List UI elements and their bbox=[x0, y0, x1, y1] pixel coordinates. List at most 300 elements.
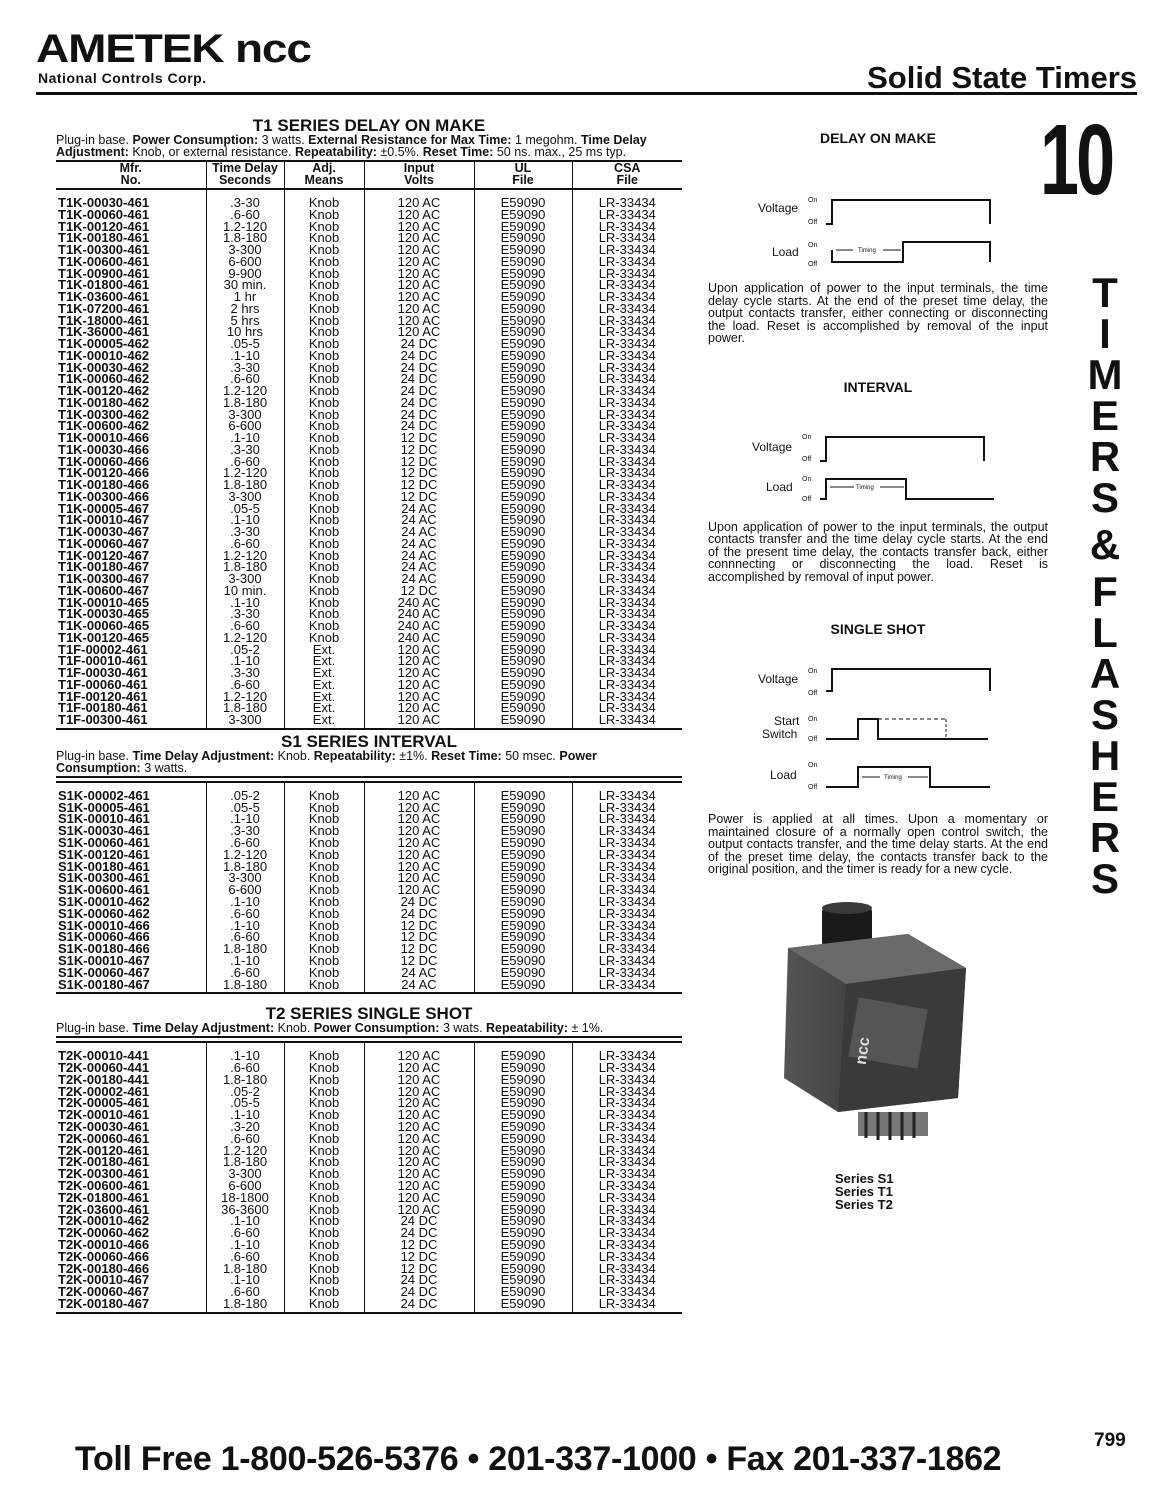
table-row bbox=[56, 702, 682, 714]
header-csa-file: CSA File bbox=[572, 161, 682, 189]
table-cell: E59090 bbox=[474, 467, 572, 479]
table-cell: 12 DC bbox=[364, 456, 474, 468]
table-cell: .6-60 bbox=[206, 931, 284, 943]
table-row bbox=[56, 1263, 682, 1275]
s1-description: Plug-in base. Time Delay Adjustment: Knob. Repeatability: ±1%. Reset Time: 50 msec. Power Consumption: 3 watts. bbox=[56, 748, 597, 775]
table-cell: T1F-00030-461 bbox=[58, 665, 148, 680]
table-cell: 120 AC bbox=[364, 1204, 474, 1216]
table-cell: .3-30 bbox=[206, 362, 284, 374]
table-cell: 120 AC bbox=[364, 1145, 474, 1157]
table-cell: LR-33434 bbox=[572, 221, 682, 233]
table-row bbox=[56, 632, 682, 644]
table-cell: 10 hrs bbox=[206, 326, 284, 338]
table-cell: 24 DC bbox=[364, 908, 474, 920]
table-cell: E59090 bbox=[474, 920, 572, 932]
svg-text:On: On bbox=[808, 716, 818, 723]
table-cell: LR-33434 bbox=[572, 1145, 682, 1157]
table-cell: 24 DC bbox=[364, 338, 474, 350]
table-cell: 10 min. bbox=[206, 585, 284, 597]
table-cell: Knob bbox=[284, 1133, 364, 1145]
table-cell: LR-33434 bbox=[572, 538, 682, 550]
table-cell: T1K-00060-461 bbox=[58, 206, 150, 222]
table-cell: T1K-00030-461 bbox=[58, 195, 150, 210]
table-cell: 120 AC bbox=[364, 802, 474, 814]
svg-text:Off: Off bbox=[808, 261, 818, 268]
table-cell: E59090 bbox=[474, 908, 572, 920]
table-cell: .05-5 bbox=[206, 802, 284, 814]
table-row bbox=[56, 955, 682, 967]
table-cell: .1-10 bbox=[206, 896, 284, 908]
table-cell: LR-33434 bbox=[572, 861, 682, 873]
table-cell: Knob bbox=[284, 467, 364, 479]
delay-on-make-diagram bbox=[708, 152, 1048, 268]
table-row bbox=[56, 268, 682, 280]
table-cell: Knob bbox=[284, 1042, 364, 1062]
table-cell: T1K-00600-462 bbox=[58, 418, 150, 434]
table-cell: T2K-00120-461 bbox=[58, 1142, 150, 1158]
table-cell: .1-10 bbox=[206, 432, 284, 444]
ametek-logo: AMETEK ncc bbox=[36, 27, 311, 71]
table-cell: LR-33434 bbox=[572, 467, 682, 479]
table-cell: T1F-00010-461 bbox=[58, 653, 148, 669]
timer-product-photo bbox=[708, 898, 1048, 1148]
table-cell: T2K-00300-461 bbox=[58, 1166, 150, 1182]
table-cell: E59090 bbox=[474, 782, 572, 802]
table-row bbox=[56, 967, 682, 979]
table-cell: 1.8-180 bbox=[206, 702, 284, 714]
table-cell: 120 AC bbox=[364, 1180, 474, 1192]
table-cell: E59090 bbox=[474, 813, 572, 825]
table-row bbox=[56, 691, 682, 703]
table-cell: T1K-00120-461 bbox=[58, 218, 150, 234]
table-cell: 24 DC bbox=[364, 409, 474, 421]
table-cell: Knob bbox=[284, 1204, 364, 1216]
table-cell: LR-33434 bbox=[572, 931, 682, 943]
table-cell: 12 DC bbox=[364, 943, 474, 955]
table-cell: .3-30 bbox=[206, 189, 284, 209]
table-cell: E59090 bbox=[474, 1074, 572, 1086]
table-cell: Knob bbox=[284, 1274, 364, 1286]
table-cell: LR-33434 bbox=[572, 1274, 682, 1286]
table-cell: E59090 bbox=[474, 420, 572, 432]
table-cell: 1.8-180 bbox=[206, 1263, 284, 1275]
table-cell: LR-33434 bbox=[572, 268, 682, 280]
contact-footer: Toll Free 1-800-526-5376 • 201-337-1000 • Fax 201-337-1862 bbox=[75, 1440, 1002, 1478]
table-cell: LR-33434 bbox=[572, 702, 682, 714]
table-cell: Knob bbox=[284, 597, 364, 609]
table-cell: Knob bbox=[284, 279, 364, 291]
table-cell: Knob bbox=[284, 189, 364, 209]
table-cell: E59090 bbox=[474, 561, 572, 573]
s1-table-body bbox=[56, 782, 682, 994]
table-cell: 1.8-180 bbox=[206, 861, 284, 873]
table-cell: Knob bbox=[284, 432, 364, 444]
table-row bbox=[56, 385, 682, 397]
table-cell: Knob bbox=[284, 221, 364, 233]
table-cell: LR-33434 bbox=[572, 837, 682, 849]
table-cell: E59090 bbox=[474, 1274, 572, 1286]
table-cell: LR-33434 bbox=[572, 813, 682, 825]
table-cell: 240 AC bbox=[364, 597, 474, 609]
table-row bbox=[56, 1204, 682, 1216]
table-cell: E59090 bbox=[474, 1062, 572, 1074]
table-cell: T2K-03600-461 bbox=[58, 1201, 150, 1217]
table-row bbox=[56, 1062, 682, 1074]
table-cell: Knob bbox=[284, 861, 364, 873]
table-cell: T1K-00900-461 bbox=[58, 265, 150, 281]
table-cell: 1.2-120 bbox=[206, 221, 284, 233]
table-cell: E59090 bbox=[474, 1109, 572, 1121]
table-cell: Knob bbox=[284, 849, 364, 861]
table-cell: 120 AC bbox=[364, 884, 474, 896]
table-row bbox=[56, 1286, 682, 1298]
table-cell: S1K-00030-461 bbox=[58, 823, 150, 839]
table-cell: E59090 bbox=[474, 1286, 572, 1298]
table-cell: .05-5 bbox=[206, 338, 284, 350]
load-label: Load bbox=[772, 245, 799, 259]
table-cell: E59090 bbox=[474, 837, 572, 849]
table-cell: T1K-00060-465 bbox=[58, 618, 150, 633]
table-cell: T1K-00300-467 bbox=[58, 571, 150, 586]
table-cell: LR-33434 bbox=[572, 1251, 682, 1263]
table-cell: LR-33434 bbox=[572, 373, 682, 385]
svg-text:Voltage: Voltage bbox=[758, 672, 799, 686]
table-cell: .1-10 bbox=[206, 920, 284, 932]
table-row bbox=[56, 920, 682, 932]
header-mfr-no: Mfr. No. bbox=[56, 161, 206, 189]
table-cell: Knob bbox=[284, 608, 364, 620]
table-cell: T2K-00600-461 bbox=[58, 1178, 150, 1194]
table-cell: Knob bbox=[284, 232, 364, 244]
table-row bbox=[56, 1133, 682, 1145]
table-cell: Knob bbox=[284, 1251, 364, 1263]
table-cell: Knob bbox=[284, 1286, 364, 1298]
table-cell: LR-33434 bbox=[572, 561, 682, 573]
table-cell: 120 AC bbox=[364, 209, 474, 221]
table-cell: S1K-00010-462 bbox=[58, 893, 150, 909]
single-shot-text: Power is applied at all times. Upon a momentary or maintained closure of a normally open control switch, the output contacts transfer, and the time delay starts. At the end of the preset time delay, the contacts transfer back to the original position, and the timer is ready for a new cycle. bbox=[708, 812, 1048, 876]
table-cell: 120 AC bbox=[364, 825, 474, 837]
table-cell: E59090 bbox=[474, 802, 572, 814]
table-cell: 120 AC bbox=[364, 268, 474, 280]
table-row bbox=[56, 1074, 682, 1086]
table-cell: 1.8-180 bbox=[206, 479, 284, 491]
table-cell: 120 AC bbox=[364, 702, 474, 714]
single-shot-diagram bbox=[708, 643, 1048, 803]
table-row bbox=[56, 655, 682, 667]
table-row bbox=[56, 1042, 682, 1062]
table-cell: E59090 bbox=[474, 268, 572, 280]
svg-text:Switch: Switch bbox=[762, 727, 798, 741]
table-cell: Knob bbox=[284, 1227, 364, 1239]
table-row bbox=[56, 1145, 682, 1157]
table-cell: LR-33434 bbox=[572, 291, 682, 303]
table-cell: T2K-00010-466 bbox=[58, 1237, 150, 1253]
table-cell: T1K-00180-467 bbox=[58, 559, 150, 575]
table-cell: T1K-00060-467 bbox=[58, 535, 150, 551]
table-row bbox=[56, 1227, 682, 1239]
table-cell: 120 AC bbox=[364, 1086, 474, 1098]
table-cell: T1K-00120-462 bbox=[58, 383, 150, 398]
table-cell: T1K-01800-461 bbox=[58, 277, 150, 293]
table-cell: LR-33434 bbox=[572, 849, 682, 861]
table-row bbox=[56, 597, 682, 609]
table-cell: E59090 bbox=[474, 825, 572, 837]
table-cell: 1.8-180 bbox=[206, 397, 284, 409]
table-cell: 120 AC bbox=[364, 232, 474, 244]
table-cell: 24 DC bbox=[364, 1215, 474, 1227]
table-cell: LR-33434 bbox=[572, 573, 682, 585]
table-cell: 120 AC bbox=[364, 291, 474, 303]
table-cell: E59090 bbox=[474, 221, 572, 233]
table-cell: 120 AC bbox=[364, 849, 474, 861]
svg-text:On: On bbox=[808, 197, 818, 204]
table-cell: LR-33434 bbox=[572, 550, 682, 562]
table-cell: E59090 bbox=[474, 667, 572, 679]
table-cell: 120 AC bbox=[364, 244, 474, 256]
interval-diagram bbox=[708, 401, 1048, 501]
table-cell: Knob bbox=[284, 825, 364, 837]
table-row bbox=[56, 679, 682, 691]
table-cell: Knob bbox=[284, 1156, 364, 1168]
table-cell: 1.8-180 bbox=[206, 232, 284, 244]
table-cell: Knob bbox=[284, 479, 364, 491]
table-cell: 120 AC bbox=[364, 221, 474, 233]
table-row bbox=[56, 397, 682, 409]
table-cell: T1K-00600-461 bbox=[58, 253, 150, 269]
table-cell: T2K-00005-461 bbox=[58, 1095, 150, 1111]
svg-text:Load: Load bbox=[766, 479, 793, 494]
table-row bbox=[56, 444, 682, 456]
table-row bbox=[56, 456, 682, 468]
table-cell: Knob bbox=[284, 620, 364, 632]
table-cell: 12 DC bbox=[364, 920, 474, 932]
table-cell: T1K-07200-461 bbox=[58, 300, 150, 316]
table-cell: T1K-00300-461 bbox=[58, 242, 150, 257]
table-cell: T2K-00060-467 bbox=[58, 1284, 150, 1300]
table-cell: T1K-00120-465 bbox=[58, 629, 150, 645]
table-cell: T1K-00030-467 bbox=[58, 524, 150, 539]
table-cell: T1K-00300-466 bbox=[58, 488, 150, 504]
table-cell: E59090 bbox=[474, 444, 572, 456]
table-cell: 6-600 bbox=[206, 1180, 284, 1192]
table-cell: .3-30 bbox=[206, 825, 284, 837]
table-cell: Knob bbox=[284, 456, 364, 468]
table-cell: T2K-00060-462 bbox=[58, 1225, 150, 1241]
table-cell: S1K-00180-467 bbox=[58, 976, 150, 992]
table-cell: .3-30 bbox=[206, 608, 284, 620]
table-cell: LR-33434 bbox=[572, 632, 682, 644]
table-cell: LR-33434 bbox=[572, 802, 682, 814]
table-cell: Knob bbox=[284, 350, 364, 362]
table-row bbox=[56, 1121, 682, 1133]
table-cell: .6-60 bbox=[206, 456, 284, 468]
table-cell: 12 DC bbox=[364, 931, 474, 943]
table-cell: 24 DC bbox=[364, 896, 474, 908]
table-cell: LR-33434 bbox=[572, 350, 682, 362]
table-row bbox=[56, 538, 682, 550]
table-cell: 30 min. bbox=[206, 279, 284, 291]
table-cell: E59090 bbox=[474, 279, 572, 291]
table-cell: 120 AC bbox=[364, 837, 474, 849]
table-cell: E59090 bbox=[474, 456, 572, 468]
table-cell: E59090 bbox=[474, 232, 572, 244]
table-cell: .6-60 bbox=[206, 1227, 284, 1239]
svg-text:On: On bbox=[808, 668, 818, 675]
table-cell: T1K-00060-462 bbox=[58, 371, 150, 387]
table-cell: 6-600 bbox=[206, 884, 284, 896]
table-row bbox=[56, 373, 682, 385]
table-cell: 120 AC bbox=[364, 644, 474, 656]
table-cell: LR-33434 bbox=[572, 209, 682, 221]
table-row bbox=[56, 667, 682, 679]
table-cell: 24 DC bbox=[364, 373, 474, 385]
table-cell: E59090 bbox=[474, 608, 572, 620]
table-row bbox=[56, 884, 682, 896]
table-cell: 120 AC bbox=[364, 256, 474, 268]
table-cell: Knob bbox=[284, 585, 364, 597]
table-row bbox=[56, 409, 682, 421]
table-cell: Knob bbox=[284, 967, 364, 979]
table-cell: T1K-00010-465 bbox=[58, 594, 150, 610]
table-cell: Knob bbox=[284, 955, 364, 967]
table-cell: 240 AC bbox=[364, 608, 474, 620]
section-number: 10 bbox=[1040, 104, 1113, 216]
table-cell: T2K-00180-441 bbox=[58, 1071, 150, 1087]
table-cell: E59090 bbox=[474, 244, 572, 256]
table-cell: Knob bbox=[284, 632, 364, 644]
table-cell: LR-33434 bbox=[572, 232, 682, 244]
table-cell: 1.8-180 bbox=[206, 1298, 284, 1313]
table-cell: 24 AC bbox=[364, 526, 474, 538]
table-cell: LR-33434 bbox=[572, 1121, 682, 1133]
table-cell: 12 DC bbox=[364, 467, 474, 479]
table-cell: E59090 bbox=[474, 1251, 572, 1263]
table-cell: 120 AC bbox=[364, 189, 474, 209]
table-cell: S1K-00060-466 bbox=[58, 929, 150, 945]
table-row bbox=[56, 303, 682, 315]
table-row bbox=[56, 338, 682, 350]
table-cell: LR-33434 bbox=[572, 1263, 682, 1275]
table-cell: S1K-00010-466 bbox=[58, 917, 150, 933]
table-cell: 24 AC bbox=[364, 573, 474, 585]
table-cell: 120 AC bbox=[364, 315, 474, 327]
table-cell: E59090 bbox=[474, 872, 572, 884]
table-cell: Knob bbox=[284, 514, 364, 526]
table-cell: Knob bbox=[284, 1168, 364, 1180]
table-cell: Knob bbox=[284, 931, 364, 943]
table-cell: Knob bbox=[284, 503, 364, 515]
delay-on-make-title: DELAY ON MAKE bbox=[820, 130, 936, 146]
table-cell: E59090 bbox=[474, 1121, 572, 1133]
table-cell: 3-300 bbox=[206, 1168, 284, 1180]
table-cell: .6-60 bbox=[206, 679, 284, 691]
table-row bbox=[56, 1215, 682, 1227]
table-row bbox=[56, 620, 682, 632]
table-cell: LR-33434 bbox=[572, 1086, 682, 1098]
table-cell: .1-10 bbox=[206, 514, 284, 526]
table-cell: 120 AC bbox=[364, 326, 474, 338]
table-cell: E59090 bbox=[474, 620, 572, 632]
table-cell: LR-33434 bbox=[572, 585, 682, 597]
table-cell: Knob bbox=[284, 303, 364, 315]
s1-table bbox=[56, 776, 682, 995]
table-cell: .1-10 bbox=[206, 350, 284, 362]
table-row bbox=[56, 561, 682, 573]
table-cell: 24 DC bbox=[364, 1227, 474, 1239]
table-cell: T2K-01800-461 bbox=[58, 1189, 150, 1205]
table-cell: LR-33434 bbox=[572, 362, 682, 374]
table-cell: LR-33434 bbox=[572, 189, 682, 209]
table-cell: LR-33434 bbox=[572, 456, 682, 468]
t2-table-body bbox=[56, 1042, 682, 1313]
table-cell: S1K-00060-462 bbox=[58, 905, 150, 921]
table-cell: .6-60 bbox=[206, 538, 284, 550]
table-cell: .05-2 bbox=[206, 782, 284, 802]
table-cell: 1 hr bbox=[206, 291, 284, 303]
table-cell: Knob bbox=[284, 1097, 364, 1109]
table-row bbox=[56, 503, 682, 515]
table-row bbox=[56, 221, 682, 233]
table-row bbox=[56, 872, 682, 884]
table-cell: Knob bbox=[284, 1180, 364, 1192]
table-cell: 24 DC bbox=[364, 397, 474, 409]
table-row bbox=[56, 813, 682, 825]
table-cell: T1K-00030-462 bbox=[58, 359, 150, 375]
table-cell: T1K-36000-461 bbox=[58, 324, 150, 340]
table-cell: Knob bbox=[284, 573, 364, 585]
table-cell: E59090 bbox=[474, 1192, 572, 1204]
table-row bbox=[56, 979, 682, 994]
table-cell: 1.2-120 bbox=[206, 691, 284, 703]
table-cell: 24 AC bbox=[364, 979, 474, 994]
table-cell: T1K-00600-467 bbox=[58, 582, 150, 598]
table-cell: Knob bbox=[284, 362, 364, 374]
table-cell: 1.8-180 bbox=[206, 561, 284, 573]
table-cell: LR-33434 bbox=[572, 1286, 682, 1298]
table-cell: Knob bbox=[284, 550, 364, 562]
voltage-label: Voltage bbox=[758, 201, 799, 215]
svg-text:Timing: Timing bbox=[884, 775, 902, 781]
table-cell: 240 AC bbox=[364, 620, 474, 632]
table-cell: 120 AC bbox=[364, 691, 474, 703]
table-row bbox=[56, 825, 682, 837]
table-cell: 12 DC bbox=[364, 479, 474, 491]
table-row bbox=[56, 1086, 682, 1098]
table-cell: 120 AC bbox=[364, 1133, 474, 1145]
table-cell: Knob bbox=[284, 1109, 364, 1121]
table-cell: 24 AC bbox=[364, 967, 474, 979]
table-cell: T2K-00060-441 bbox=[58, 1060, 150, 1076]
table-row bbox=[56, 362, 682, 374]
table-row bbox=[56, 714, 682, 729]
header-input-volts: Input Volts bbox=[364, 161, 474, 189]
table-cell: Ext. bbox=[284, 679, 364, 691]
table-cell: S1K-00120-461 bbox=[58, 846, 150, 862]
table-row bbox=[56, 291, 682, 303]
table-cell: T1K-00180-461 bbox=[58, 230, 150, 246]
table-cell: Knob bbox=[284, 385, 364, 397]
table-cell: E59090 bbox=[474, 373, 572, 385]
table-row bbox=[56, 802, 682, 814]
svg-text:Off: Off bbox=[808, 736, 818, 743]
table-cell: T1K-03600-461 bbox=[58, 289, 150, 304]
header-adj-means: Adj. Means bbox=[284, 161, 364, 189]
table-cell: 24 AC bbox=[364, 550, 474, 562]
table-cell: E59090 bbox=[474, 291, 572, 303]
table-cell: S1K-00010-461 bbox=[58, 811, 150, 827]
table-cell: Knob bbox=[284, 979, 364, 994]
